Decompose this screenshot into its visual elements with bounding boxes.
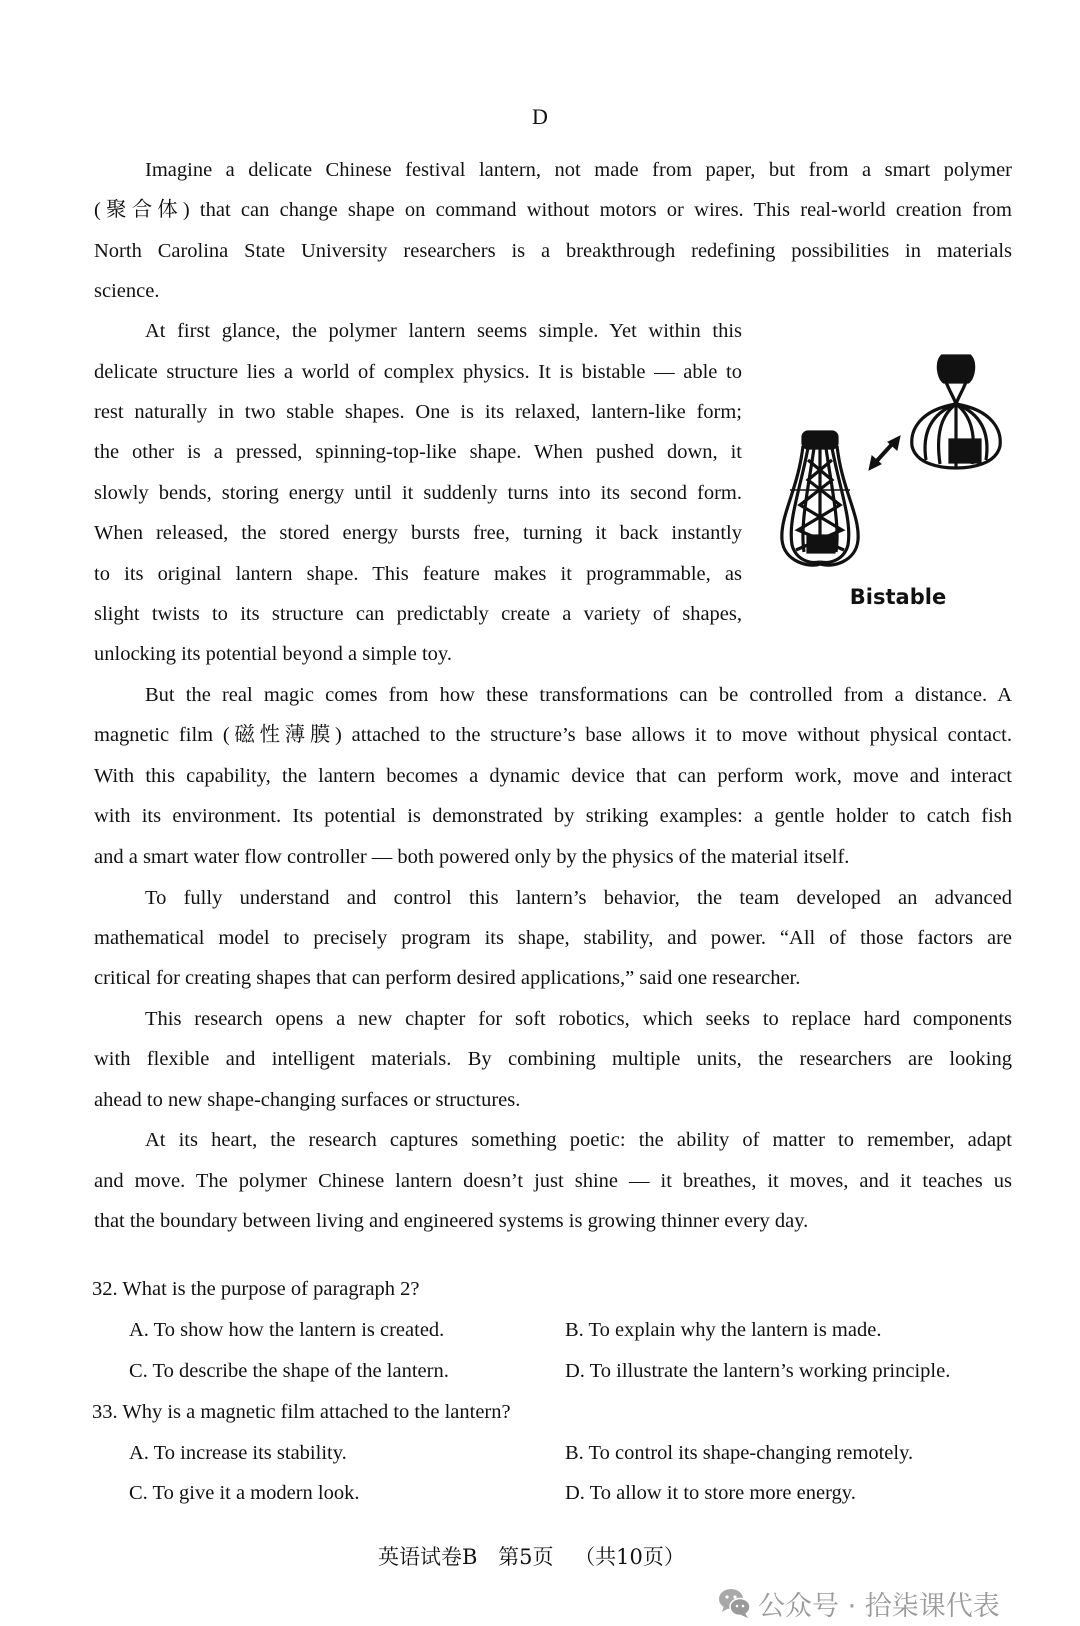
option-a[interactable]: A. To increase its stability. bbox=[129, 1442, 347, 1464]
text-line: the other is a pressed, spinning-top-like shape. When pushed down, it bbox=[94, 441, 742, 463]
watermark-text: 公众号 · 拾柒课代表 bbox=[758, 1590, 1000, 1622]
paper-name: 英语试卷B bbox=[378, 1545, 478, 1569]
text-line: At its heart, the research captures something poetic: the ability of matter to remember, adapt bbox=[145, 1129, 1012, 1151]
option-b[interactable]: B. To control its shape-changing remotely. bbox=[565, 1442, 914, 1464]
question-stem: 33. Why is a magnetic film attached to the lantern? bbox=[92, 1401, 511, 1423]
text-line: that the boundary between living and engineered systems is growing thinner every day. bbox=[94, 1210, 809, 1232]
option-b[interactable]: B. To explain why the lantern is made. bbox=[565, 1319, 882, 1341]
text-line: mathematical model to precisely program its shape, stability, and power. “All of those factors are bbox=[94, 927, 1012, 949]
text-line: (聚合体) that can change shape on command without motors or wires. This real-world creation from bbox=[94, 199, 1012, 221]
option-a[interactable]: A. To show how the lantern is created. bbox=[129, 1319, 445, 1341]
option-d[interactable]: D. To illustrate the lantern’s working principle. bbox=[565, 1360, 951, 1382]
figure-caption: Bistable bbox=[849, 585, 947, 609]
text-line: with flexible and intelligent materials. By combining multiple units, the researchers are looking bbox=[94, 1048, 1012, 1070]
text-line: This research opens a new chapter for soft robotics, which seeks to replace hard components bbox=[145, 1008, 1012, 1030]
option-c[interactable]: C. To give it a modern look. bbox=[129, 1482, 360, 1504]
option-c[interactable]: C. To describe the shape of the lantern. bbox=[129, 1360, 449, 1382]
option-d[interactable]: D. To allow it to store more energy. bbox=[565, 1482, 856, 1504]
wechat-icon bbox=[718, 1587, 752, 1619]
text-line: to its original lantern shape. This feature makes it programmable, as bbox=[94, 563, 742, 585]
page-number: 第5页 bbox=[498, 1545, 554, 1569]
text-line: But the real magic comes from how these transformations can be controlled from a distance. A bbox=[145, 684, 1012, 706]
text-line: ahead to new shape-changing surfaces or structures. bbox=[94, 1089, 521, 1111]
text-line: North Carolina State University researchers is a breakthrough redefining possibilities in materials bbox=[94, 240, 1012, 262]
page-footer bbox=[378, 1543, 699, 1571]
pressed-lantern-icon bbox=[912, 356, 1000, 468]
text-line: At first glance, the polymer lantern seems simple. Yet within this bbox=[145, 320, 742, 342]
text-line: When released, the stored energy bursts free, turning it back instantly bbox=[94, 522, 742, 544]
lantern-bistable-illustration bbox=[770, 340, 1030, 580]
text-line: magnetic film (磁性薄膜) attached to the structure’s base allows it to move without physical contact. bbox=[94, 724, 1012, 746]
relaxed-lantern-icon bbox=[782, 432, 858, 565]
text-line: and a smart water flow controller — both powered only by the physics of the material itself. bbox=[94, 846, 850, 868]
text-line: slowly bends, storing energy until it suddenly turns into its second form. bbox=[94, 482, 742, 504]
double-arrow-icon bbox=[869, 436, 900, 470]
text-line: rest naturally in two stable shapes. One is its relaxed, lantern-like form; bbox=[94, 401, 742, 423]
lantern-bistable-figure bbox=[770, 340, 1030, 620]
text-line: critical for creating shapes that can perform desired applications,” said one researcher. bbox=[94, 967, 801, 989]
text-line: To fully understand and control this lantern’s behavior, the team developed an advanced bbox=[145, 887, 1012, 909]
text-line: unlocking its potential beyond a simple toy. bbox=[94, 643, 452, 665]
watermark bbox=[718, 1586, 1000, 1620]
text-line: Imagine a delicate Chinese festival lantern, not made from paper, but from a smart polymer bbox=[145, 159, 1012, 181]
text-line: slight twists to its structure can predictably create a variety of shapes, bbox=[94, 603, 742, 625]
question-stem: 32. What is the purpose of paragraph 2? bbox=[92, 1278, 420, 1300]
text-line: delicate structure lies a world of complex physics. It is bistable — able to bbox=[94, 361, 742, 383]
text-line: With this capability, the lantern becomes a dynamic device that can perform work, move and interact bbox=[94, 765, 1012, 787]
text-line: with its environment. Its potential is demonstrated by striking examples: a gentle holder to catch fish bbox=[94, 805, 1012, 827]
page-total: （共10页） bbox=[574, 1545, 685, 1569]
text-line: science. bbox=[94, 280, 160, 302]
section-heading: D bbox=[532, 104, 548, 129]
text-line: and move. The polymer Chinese lantern doesn’t just shine — it breathes, it moves, and it teaches us bbox=[94, 1170, 1012, 1192]
